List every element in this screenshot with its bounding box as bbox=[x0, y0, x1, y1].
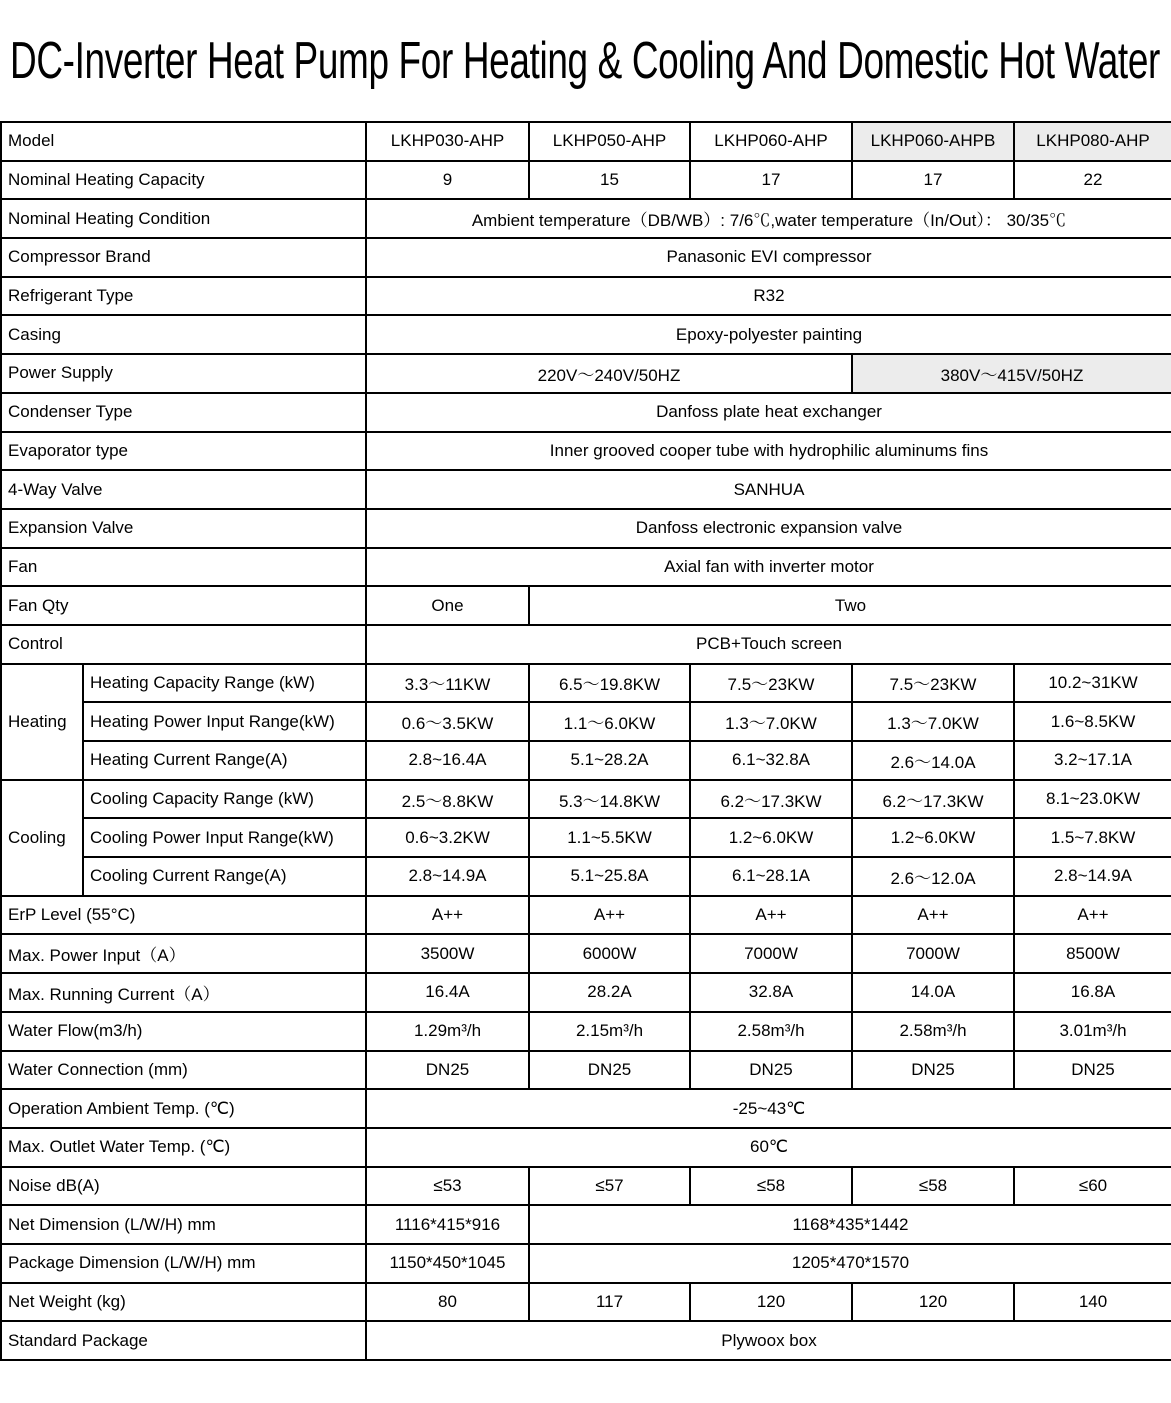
cell-value: 3.3～11KW bbox=[366, 664, 529, 703]
row-label: Package Dimension (L/W/H) mm bbox=[1, 1244, 366, 1283]
cell-value: Inner grooved cooper tube with hydrophilic aluminums fins bbox=[366, 432, 1171, 471]
cell-value: 120 bbox=[852, 1283, 1014, 1322]
row-cooling-capacity-range bbox=[1, 780, 1171, 819]
cell-value: 6000W bbox=[529, 934, 690, 973]
model-header-cell: LKHP050-AHP bbox=[529, 122, 690, 161]
cell-value: A++ bbox=[1014, 896, 1171, 935]
cell-value: 1150*450*1045 bbox=[366, 1244, 529, 1283]
cell-value: 22 bbox=[1014, 161, 1171, 200]
cell-value: 220V～240V/50HZ bbox=[366, 354, 852, 393]
cell-value: 1.29m³/h bbox=[366, 1012, 529, 1051]
row-nominal-heating-condition bbox=[1, 199, 1171, 238]
cell-value: 2.5～8.8KW bbox=[366, 780, 529, 819]
cell-value: 2.8~14.9A bbox=[1014, 857, 1171, 896]
row-label: Model bbox=[1, 122, 366, 161]
cell-value: 380V～415V/50HZ bbox=[852, 354, 1171, 393]
row-max-running-current bbox=[1, 973, 1171, 1012]
cell-value: 7000W bbox=[852, 934, 1014, 973]
row-expansion-valve bbox=[1, 509, 1171, 548]
cell-value: Panasonic EVI compressor bbox=[366, 238, 1171, 277]
row-operation-ambient-temp bbox=[1, 1089, 1171, 1128]
row-label: Casing bbox=[1, 315, 366, 354]
spec-table bbox=[0, 121, 1171, 1361]
row-label: Standard Package bbox=[1, 1321, 366, 1360]
row-label: Evaporator type bbox=[1, 432, 366, 471]
cell-value: 0.6～3.5KW bbox=[366, 702, 529, 741]
row-power-supply bbox=[1, 354, 1171, 393]
cell-value: 3500W bbox=[366, 934, 529, 973]
cell-value: Plywoox box bbox=[366, 1321, 1171, 1360]
cell-value: Two bbox=[529, 586, 1171, 625]
model-header-cell: LKHP060-AHP bbox=[690, 122, 852, 161]
cell-value: A++ bbox=[690, 896, 852, 935]
cell-value: 1.1～6.0KW bbox=[529, 702, 690, 741]
cell-value: 60℃ bbox=[366, 1128, 1171, 1167]
cell-value: DN25 bbox=[366, 1051, 529, 1090]
cell-value: 1205*470*1570 bbox=[529, 1244, 1171, 1283]
cell-value: Ambient temperature（DB/WB）: 7/6℃,water temperature（In/Out）： 30/35℃ bbox=[366, 199, 1171, 238]
cell-value: PCB+Touch screen bbox=[366, 625, 1171, 664]
row-label: Refrigerant Type bbox=[1, 277, 366, 316]
row-label: Noise dB(A) bbox=[1, 1167, 366, 1206]
row-compressor-brand bbox=[1, 238, 1171, 277]
row-heating-power-input-range bbox=[1, 702, 1171, 741]
row-standard-package bbox=[1, 1321, 1171, 1360]
row-label: Power Supply bbox=[1, 354, 366, 393]
row-package-dimension bbox=[1, 1244, 1171, 1283]
row-water-flow bbox=[1, 1012, 1171, 1051]
row-evaporator-type bbox=[1, 432, 1171, 471]
cell-value: ≤57 bbox=[529, 1167, 690, 1206]
row-cooling-current-range bbox=[1, 857, 1171, 896]
cell-value: 120 bbox=[690, 1283, 852, 1322]
cell-value: -25~43℃ bbox=[366, 1089, 1171, 1128]
row-label: Condenser Type bbox=[1, 393, 366, 432]
cell-value: 0.6~3.2KW bbox=[366, 818, 529, 857]
cell-value: 7.5～23KW bbox=[690, 664, 852, 703]
cell-value: Axial fan with inverter motor bbox=[366, 548, 1171, 587]
cell-value: 2.58m³/h bbox=[690, 1012, 852, 1051]
cell-value: 5.3～14.8KW bbox=[529, 780, 690, 819]
cell-value: 32.8A bbox=[690, 973, 852, 1012]
row-label: ErP Level (55°C) bbox=[1, 896, 366, 935]
cell-value: 1.1~5.5KW bbox=[529, 818, 690, 857]
cell-value: 9 bbox=[366, 161, 529, 200]
cell-value: 2.58m³/h bbox=[852, 1012, 1014, 1051]
row-max-power-input bbox=[1, 934, 1171, 973]
cell-value: 14.0A bbox=[852, 973, 1014, 1012]
cell-value: 1.5~7.8KW bbox=[1014, 818, 1171, 857]
row-cooling-power-input-range bbox=[1, 818, 1171, 857]
cell-value: SANHUA bbox=[366, 470, 1171, 509]
cell-value: 2.6～14.0A bbox=[852, 741, 1014, 780]
row-refrigerant-type bbox=[1, 277, 1171, 316]
cell-value: R32 bbox=[366, 277, 1171, 316]
cell-value: 1.3～7.0KW bbox=[852, 702, 1014, 741]
row-label: Water Flow(m3/h) bbox=[1, 1012, 366, 1051]
row-label: Operation Ambient Temp. (℃) bbox=[1, 1089, 366, 1128]
row-label: Max. Running Current（A） bbox=[1, 973, 366, 1012]
cell-value: 1.2~6.0KW bbox=[852, 818, 1014, 857]
row-control bbox=[1, 625, 1171, 664]
row-heating-capacity-range bbox=[1, 664, 1171, 703]
cell-value: Epoxy-polyester painting bbox=[366, 315, 1171, 354]
cell-value: 7000W bbox=[690, 934, 852, 973]
cell-value: 80 bbox=[366, 1283, 529, 1322]
cell-value: 117 bbox=[529, 1283, 690, 1322]
row-label: Cooling Power Input Range(kW) bbox=[83, 818, 366, 857]
cell-value: 1168*435*1442 bbox=[529, 1205, 1171, 1244]
cell-value: 6.1~28.1A bbox=[690, 857, 852, 896]
row-label: Expansion Valve bbox=[1, 509, 366, 548]
cell-value: 15 bbox=[529, 161, 690, 200]
cell-value: 2.8~14.9A bbox=[366, 857, 529, 896]
cell-value: A++ bbox=[366, 896, 529, 935]
row-max-outlet-water-temp bbox=[1, 1128, 1171, 1167]
cell-value: 8500W bbox=[1014, 934, 1171, 973]
row-fan bbox=[1, 548, 1171, 587]
row-heating-current-range bbox=[1, 741, 1171, 780]
cell-value: ≤58 bbox=[852, 1167, 1014, 1206]
cell-value: 2.8~16.4A bbox=[366, 741, 529, 780]
cell-value: 2.15m³/h bbox=[529, 1012, 690, 1051]
row-label: Water Connection (mm) bbox=[1, 1051, 366, 1090]
row-label: Heating Capacity Range (kW) bbox=[83, 664, 366, 703]
cell-value: 16.8A bbox=[1014, 973, 1171, 1012]
row-label: Control bbox=[1, 625, 366, 664]
cell-value: 7.5～23KW bbox=[852, 664, 1014, 703]
cell-value: 8.1~23.0KW bbox=[1014, 780, 1171, 819]
cell-value: 3.01m³/h bbox=[1014, 1012, 1171, 1051]
row-net-dimension bbox=[1, 1205, 1171, 1244]
cell-value: 6.5～19.8KW bbox=[529, 664, 690, 703]
row-label: 4-Way Valve bbox=[1, 470, 366, 509]
cell-value: 2.6～12.0A bbox=[852, 857, 1014, 896]
row-label: Nominal Heating Capacity bbox=[1, 161, 366, 200]
cell-value: 140 bbox=[1014, 1283, 1171, 1322]
cell-value: Danfoss plate heat exchanger bbox=[366, 393, 1171, 432]
row-label: Max. Outlet Water Temp. (℃) bbox=[1, 1128, 366, 1167]
cell-value: A++ bbox=[529, 896, 690, 935]
row-model bbox=[1, 122, 1171, 161]
cell-value: ≤60 bbox=[1014, 1167, 1171, 1206]
cell-value: ≤58 bbox=[690, 1167, 852, 1206]
row-net-weight bbox=[1, 1283, 1171, 1322]
row-water-connection bbox=[1, 1051, 1171, 1090]
cell-value: DN25 bbox=[529, 1051, 690, 1090]
row-four-way-valve bbox=[1, 470, 1171, 509]
cell-value: One bbox=[366, 586, 529, 625]
row-noise bbox=[1, 1167, 1171, 1206]
model-header-cell: LKHP060-AHPB bbox=[852, 122, 1014, 161]
cell-value: 6.2～17.3KW bbox=[852, 780, 1014, 819]
row-label: Nominal Heating Condition bbox=[1, 199, 366, 238]
row-casing bbox=[1, 315, 1171, 354]
cell-value: 6.1~32.8A bbox=[690, 741, 852, 780]
cell-value: DN25 bbox=[1014, 1051, 1171, 1090]
cell-value: ≤53 bbox=[366, 1167, 529, 1206]
model-header-cell: LKHP080-AHP bbox=[1014, 122, 1171, 161]
cell-value: 28.2A bbox=[529, 973, 690, 1012]
row-label: Fan Qty bbox=[1, 586, 366, 625]
cell-value: DN25 bbox=[690, 1051, 852, 1090]
row-label: Cooling Capacity Range (kW) bbox=[83, 780, 366, 819]
group-label: Heating bbox=[1, 664, 83, 780]
cell-value: 1.2~6.0KW bbox=[690, 818, 852, 857]
cell-value: Danfoss electronic expansion valve bbox=[366, 509, 1171, 548]
row-label: Heating Power Input Range(kW) bbox=[83, 702, 366, 741]
row-label: Net Dimension (L/W/H) mm bbox=[1, 1205, 366, 1244]
row-label: Net Weight (kg) bbox=[1, 1283, 366, 1322]
row-label: Compressor Brand bbox=[1, 238, 366, 277]
cell-value: 16.4A bbox=[366, 973, 529, 1012]
cell-value: 1.3～7.0KW bbox=[690, 702, 852, 741]
row-label: Max. Power Input（A） bbox=[1, 934, 366, 973]
cell-value: 10.2~31KW bbox=[1014, 664, 1171, 703]
cell-value: DN25 bbox=[852, 1051, 1014, 1090]
model-header-cell: LKHP030-AHP bbox=[366, 122, 529, 161]
cell-value: 5.1~25.8A bbox=[529, 857, 690, 896]
row-erp-level bbox=[1, 896, 1171, 935]
cell-value: 17 bbox=[690, 161, 852, 200]
cell-value: 3.2~17.1A bbox=[1014, 741, 1171, 780]
row-nominal-heating-capacity bbox=[1, 161, 1171, 200]
cell-value: 17 bbox=[852, 161, 1014, 200]
cell-value: 1116*415*916 bbox=[366, 1205, 529, 1244]
group-label: Cooling bbox=[1, 780, 83, 896]
cell-value: 6.2～17.3KW bbox=[690, 780, 852, 819]
title-bar bbox=[0, 0, 1171, 121]
cell-value: 1.6~8.5KW bbox=[1014, 702, 1171, 741]
row-fan-qty bbox=[1, 586, 1171, 625]
row-label: Heating Current Range(A) bbox=[83, 741, 366, 780]
row-condenser-type bbox=[1, 393, 1171, 432]
cell-value: A++ bbox=[852, 896, 1014, 935]
page-title: DC-Inverter Heat Pump For Heating & Cooling And Domestic Hot Water bbox=[10, 31, 1160, 90]
cell-value: 5.1~28.2A bbox=[529, 741, 690, 780]
row-label: Cooling Current Range(A) bbox=[83, 857, 366, 896]
row-label: Fan bbox=[1, 548, 366, 587]
